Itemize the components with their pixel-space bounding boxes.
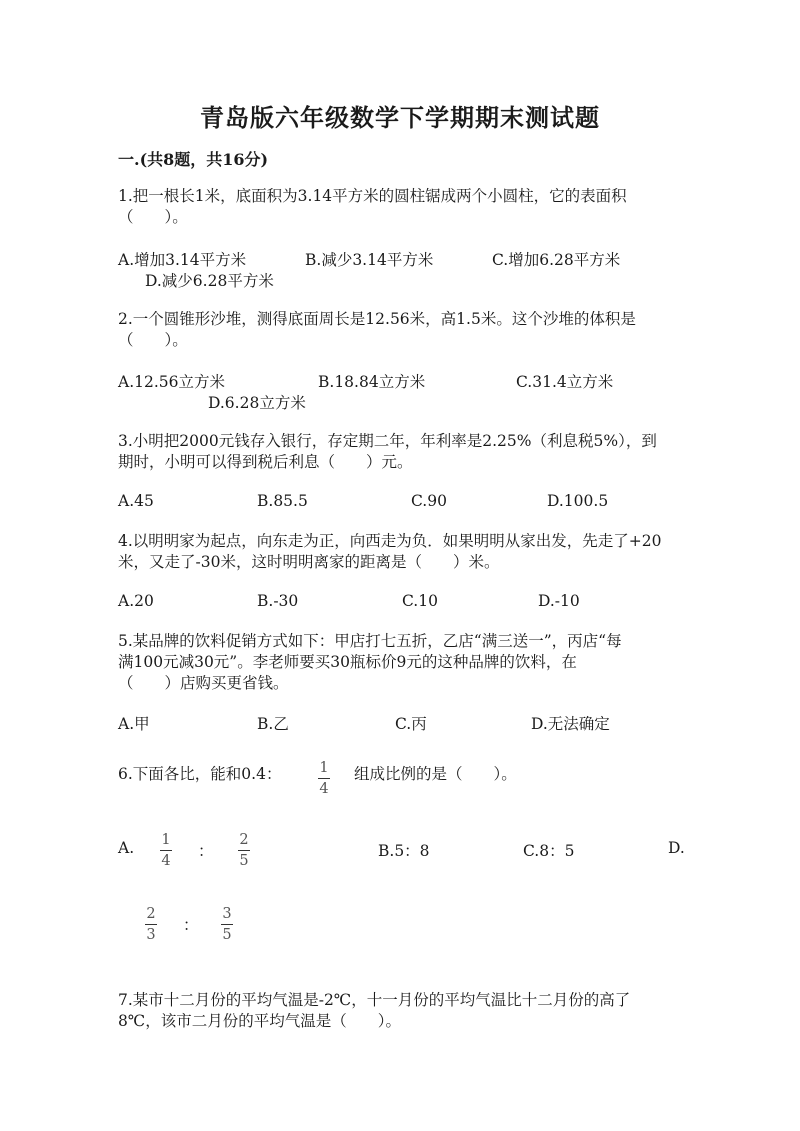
q3-option-d: D.100.5	[547, 492, 609, 510]
q3-option-a: A.45	[118, 492, 154, 510]
q6-option-a-label: A.	[118, 839, 135, 857]
q5-option-b: B.乙	[257, 715, 289, 733]
q1-option-b: B.减少3.14平方米	[305, 251, 434, 269]
q6-option-c: C.8：5	[523, 842, 575, 860]
q3-stem-line1: 3.小明把2000元钱存入银行，存定期二年，年利率是2.25%（利息税5%），到	[118, 432, 657, 450]
q5-stem-line1: 5.某品牌的饮料促销方式如下：甲店打七五折，乙店“满三送一”，丙店“每	[118, 632, 622, 650]
fraction-denominator: 3	[146, 927, 156, 943]
fraction-numerator: 3	[222, 906, 232, 922]
q6-option-b: B.5：8	[378, 842, 430, 860]
fraction-denominator: 5	[222, 927, 232, 943]
fraction-bar	[221, 924, 233, 925]
q6-stem-after: 组成比例的是（ ）。	[354, 765, 517, 783]
q1-option-a: A.增加3.14平方米	[118, 251, 247, 269]
q2-option-d: D.6.28立方米	[208, 394, 306, 412]
q5-option-a: A.甲	[118, 715, 150, 733]
q4-option-d: D.-10	[538, 592, 580, 610]
q6-stem-fraction	[318, 760, 330, 797]
q5-stem-line3: （ ）店购买更省钱。	[118, 674, 289, 692]
q1-stem-line2: （ ）。	[118, 208, 188, 226]
q6-option-d-fraction-1	[145, 906, 157, 943]
q2-stem-line1: 2.一个圆锥形沙堆，测得底面周长是12.56米，高1.5米。这个沙堆的体积是	[118, 310, 636, 328]
q6-option-a-fraction-2	[238, 832, 250, 869]
fraction-denominator: 4	[161, 853, 171, 869]
q5-stem-line2: 满100元减30元”。李老师要买30瓶标价9元的这种品牌的饮料，在	[118, 653, 577, 671]
q6-option-d-colon: ：	[183, 916, 199, 934]
q4-option-a: A.20	[118, 592, 154, 610]
q2-stem-line2: （ ）。	[118, 331, 188, 349]
q7-stem-line1: 7.某市十二月份的平均气温是-2℃，十一月份的平均气温比十二月份的高了	[118, 991, 631, 1009]
q1-option-d: D.减少6.28平方米	[145, 272, 274, 290]
q6-stem-before: 6.下面各比，能和0.4：	[118, 765, 282, 783]
fraction-numerator: 2	[239, 832, 249, 848]
q5-option-c: C.丙	[395, 715, 427, 733]
q2-option-c: C.31.4立方米	[516, 373, 614, 391]
q2-option-b: B.18.84立方米	[318, 373, 426, 391]
fraction-numerator: 1	[319, 760, 329, 776]
q7-stem-line2: 8℃，该市二月份的平均气温是（ ）。	[118, 1012, 401, 1030]
q6-option-d-label: D.	[668, 839, 685, 857]
q6-option-d-fraction-2	[221, 906, 233, 943]
fraction-denominator: 5	[239, 853, 249, 869]
q5-option-d: D.无法确定	[531, 715, 610, 733]
q2-option-a: A.12.56立方米	[118, 373, 225, 391]
q3-option-b: B.85.5	[257, 492, 308, 510]
q4-option-b: B.-30	[257, 592, 299, 610]
fraction-numerator: 2	[146, 906, 156, 922]
q3-option-c: C.90	[411, 492, 447, 510]
fraction-bar	[238, 850, 250, 851]
fraction-bar	[160, 850, 172, 851]
q1-option-c: C.增加6.28平方米	[492, 251, 621, 269]
fraction-denominator: 4	[319, 781, 329, 797]
q3-stem-line2: 期时，小明可以得到税后利息（ ）元。	[118, 453, 413, 471]
q1-stem-line1: 1.把一根长1米，底面积为3.14平方米的圆柱锯成两个小圆柱，它的表面积	[118, 187, 627, 205]
q4-stem-line2: 米，又走了-30米，这时明明离家的距离是（ ）米。	[118, 553, 500, 571]
page-title: 青岛版六年级数学下学期期末测试题	[200, 103, 600, 132]
q4-stem-line1: 4.以明明家为起点，向东走为正，向西走为负．如果明明从家出发，先走了+20	[118, 532, 662, 550]
fraction-bar	[145, 924, 157, 925]
section-heading: 一.(共8题，共16分)	[118, 150, 269, 169]
q6-option-a-colon: ：	[198, 842, 214, 860]
q6-option-a-fraction-1	[160, 832, 172, 869]
fraction-bar	[318, 778, 330, 779]
q4-option-c: C.10	[402, 592, 438, 610]
fraction-numerator: 1	[161, 832, 171, 848]
